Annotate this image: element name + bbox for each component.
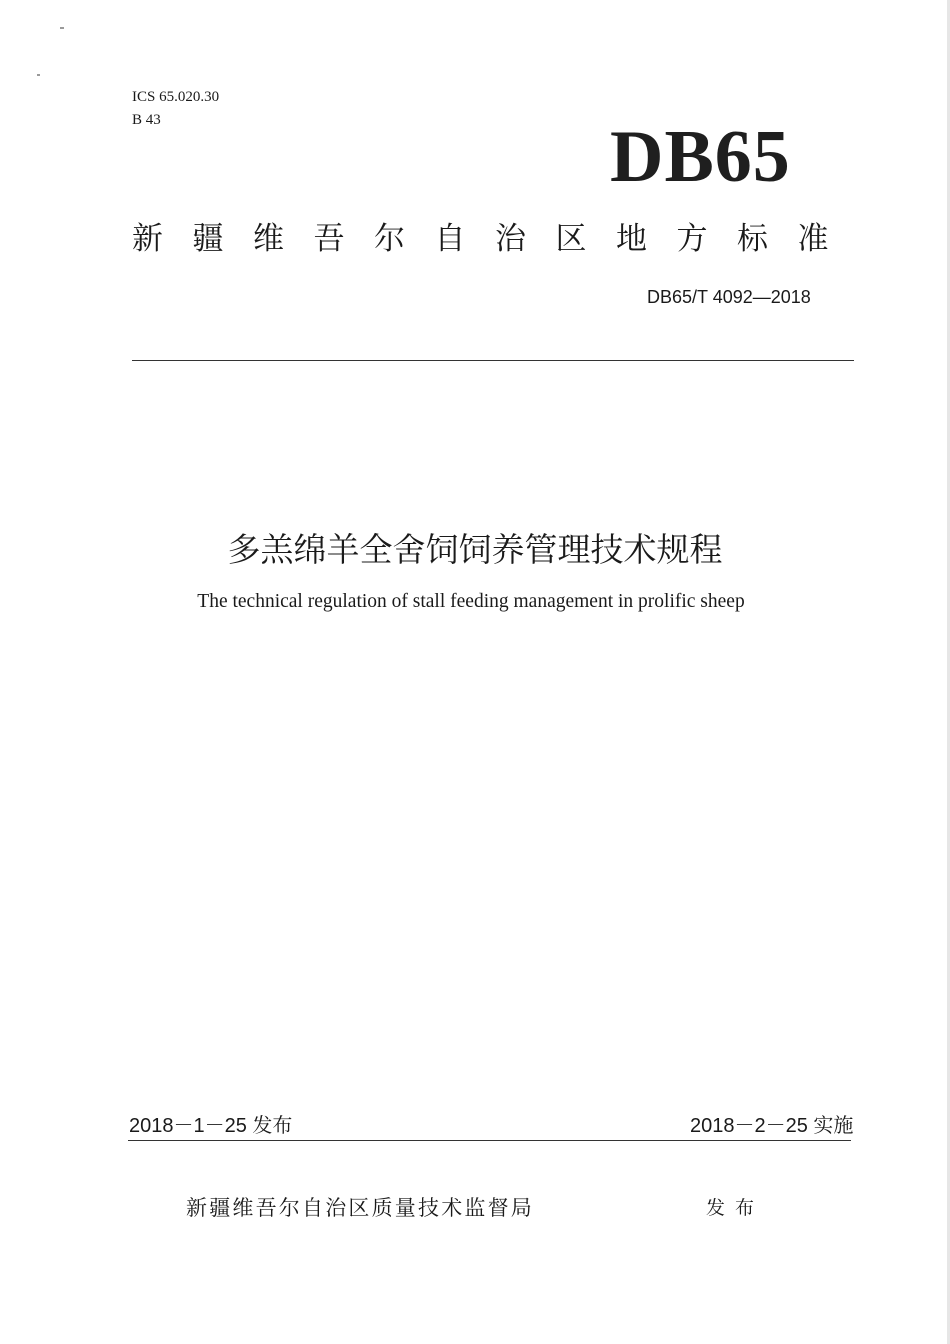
issue-label: 发布 bbox=[706, 1197, 765, 1219]
document-title-chinese: 多羔绵羊全舍饲饲养管理技术规程 bbox=[227, 530, 723, 569]
publish-date: 2018－1－25 发布 bbox=[129, 1115, 293, 1137]
issuing-authority: 新疆维吾尔自治区质量技术监督局 bbox=[186, 1196, 534, 1220]
db65-logo: DB65 bbox=[610, 116, 791, 198]
ics-code: ICS 65.020.30 bbox=[132, 89, 220, 105]
ccs-code: B 43 bbox=[132, 112, 161, 128]
footer-divider bbox=[128, 1140, 851, 1141]
header-divider bbox=[132, 360, 854, 361]
scan-speck bbox=[60, 27, 64, 29]
document-title-english: The technical regulation of stall feeding management in prolific sheep bbox=[197, 591, 745, 612]
scan-speck bbox=[37, 74, 40, 76]
implementation-date: 2018－2－25 实施 bbox=[690, 1115, 854, 1137]
standard-type-title: 新疆维吾尔自治区地方标准 bbox=[132, 221, 858, 257]
standard-code: DB65/T 4092—2018 bbox=[647, 287, 811, 307]
